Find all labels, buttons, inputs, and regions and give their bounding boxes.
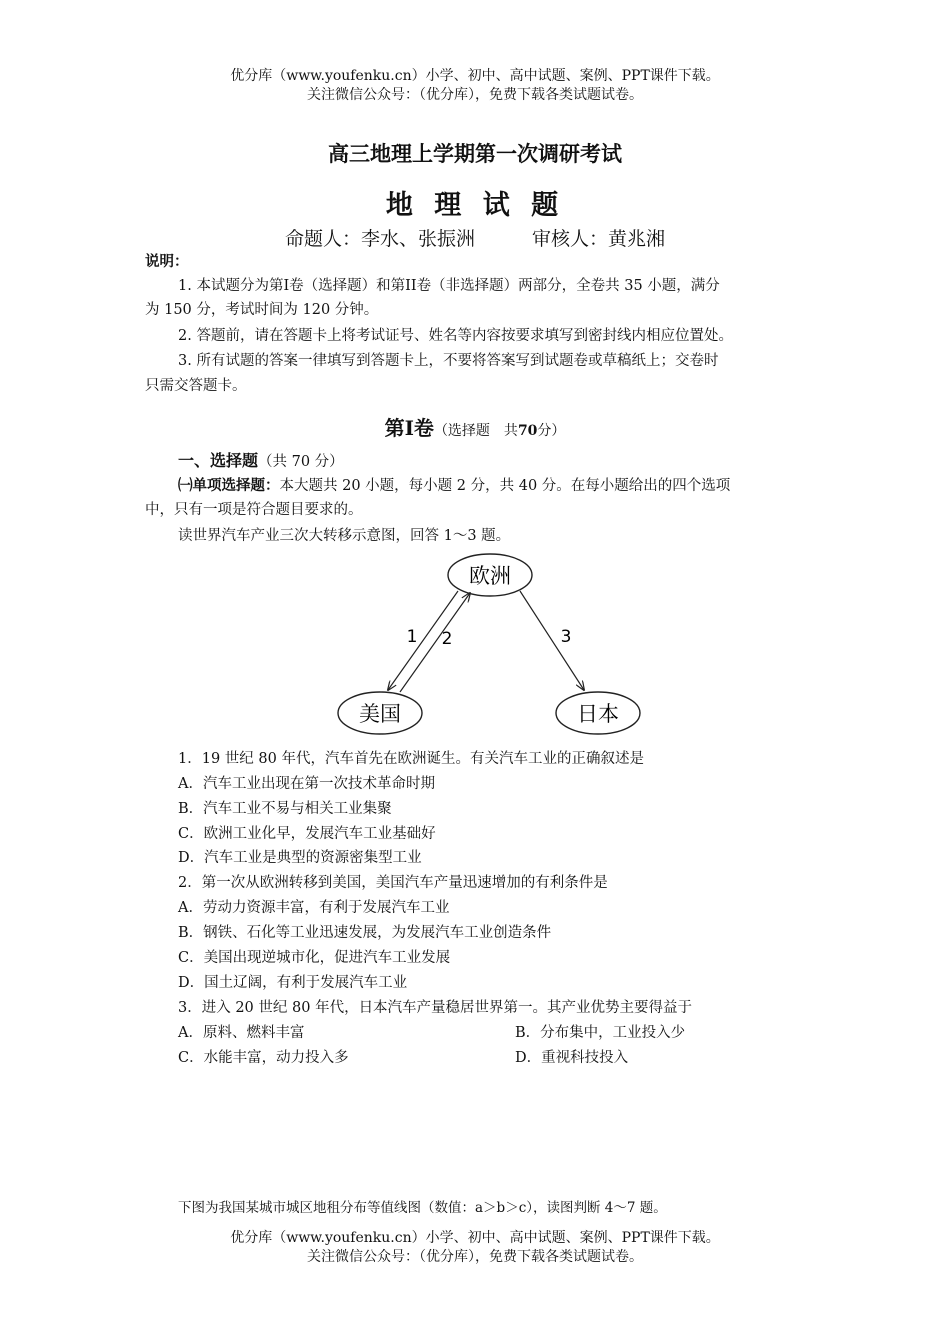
section-score: 70 <box>517 423 538 439</box>
next-figure-intro: 下图为我国某城市城区地租分布等值线图（数值：a＞b＞c），读图判断 4～7 题。 <box>178 1200 667 1216</box>
single-choice-label: ㈠单项选择题： <box>178 477 280 494</box>
part1-heading <box>178 451 344 472</box>
question-2-stem: 2．第一次从欧洲转移到美国，美国汽车产量迅速增加的有利条件是 <box>178 875 608 891</box>
instruction-1a: 1. 本试题分为第I卷（选择题）和第II卷（非选择题）两部分，全卷共 35 小题，满分 <box>178 278 720 294</box>
question-1-stem: 1．19 世纪 80 年代，汽车首先在欧洲诞生。有关汽车工业的正确叙述是 <box>178 751 644 767</box>
question-2-option-a: A．劳动力资源丰富，有利于发展汽车工业 <box>178 900 450 916</box>
node-japan-label: 日本 <box>577 702 619 726</box>
question-2-option-b: B．钢铁、石化等工业迅速发展，为发展汽车工业创造条件 <box>178 925 552 941</box>
single-choice-text-b: 中，只有一项是符合题目要求的。 <box>145 502 363 518</box>
question-3-option-a: A．原料、燃料丰富 <box>178 1025 305 1041</box>
diagram-intro: 读世界汽车产业三次大转移示意图，回答 1～3 题。 <box>178 528 511 544</box>
question-1-option-c: C．欧洲工业化早，发展汽车工业基础好 <box>178 826 436 842</box>
arrow-2-label: 2 <box>441 629 453 649</box>
footer-line-1: 优分库（www.youfenku.cn）小学、初中、高中试题、案例、PPT课件下载。 <box>230 1230 720 1246</box>
instructions-label: 说明： <box>145 253 189 270</box>
instruction-3b: 只需交答题卡。 <box>145 378 247 394</box>
authors-line: 命题人：李水、张振洲 审核人：黄兆湘 <box>284 228 665 250</box>
footer-line-2: 关注微信公众号：（优分库），免费下载各类试题试卷。 <box>307 1249 643 1265</box>
part1-heading-text: 一、选择题 <box>178 451 259 470</box>
question-1-option-a: A．汽车工业出现在第一次技术革命时期 <box>178 776 435 792</box>
section-heading <box>0 412 950 441</box>
section-close: 分） <box>537 423 566 439</box>
arrow-3 <box>520 591 584 690</box>
arrow-3-label: 3 <box>560 627 572 647</box>
node-usa-label: 美国 <box>359 702 401 726</box>
part1-heading-note: （共 70 分） <box>258 454 344 470</box>
question-3-stem: 3．进入 20 世纪 80 年代，日本汽车产量稳居世界第一。其产业优势主要得益于 <box>178 1000 693 1016</box>
instruction-3a: 3. 所有试题的答案一律填写到答题卡上，不要将答案写到试题卷或草稿纸上；交卷时 <box>178 353 719 369</box>
question-3-option-d: D．重视科技投入 <box>515 1050 629 1066</box>
section-title: 第I卷 <box>384 416 434 440</box>
question-2-option-c: C．美国出现逆城市化，促进汽车工业发展 <box>178 950 451 966</box>
header-line-1: 优分库（www.youfenku.cn）小学、初中、高中试题、案例、PPT课件下载。 <box>230 68 720 84</box>
question-3-option-c: C．水能丰富，动力投入多 <box>178 1050 349 1066</box>
single-choice-line <box>178 476 730 496</box>
section-open: （选择题 共 <box>433 423 518 439</box>
subject-title: 地 理 试 题 <box>385 190 565 221</box>
instruction-1b: 为 150 分，考试时间为 120 分钟。 <box>145 302 379 318</box>
instruction-2: 2. 答题前，请在答题卡上将考试证号、姓名等内容按要求填写到密封线内相应位置处。 <box>178 328 733 344</box>
question-3-option-b: B．分布集中，工业投入少 <box>515 1025 686 1041</box>
question-2-option-d: D．国土辽阔，有利于发展汽车工业 <box>178 975 408 991</box>
header-line-2: 关注微信公众号：（优分库），免费下载各类试题试卷。 <box>307 87 643 103</box>
exam-title: 高三地理上学期第一次调研考试 <box>328 141 622 166</box>
question-1-option-b: B．汽车工业不易与相关工业集聚 <box>178 801 392 817</box>
single-choice-text-a: 本大题共 20 小题，每小题 2 分，共 40 分。在每小题给出的四个选项 <box>279 478 731 494</box>
auto-industry-transfer-diagram <box>330 548 650 743</box>
question-1-option-d: D．汽车工业是典型的资源密集型工业 <box>178 850 422 866</box>
arrow-1-label: 1 <box>406 627 418 647</box>
node-europe-label: 欧洲 <box>469 564 511 588</box>
